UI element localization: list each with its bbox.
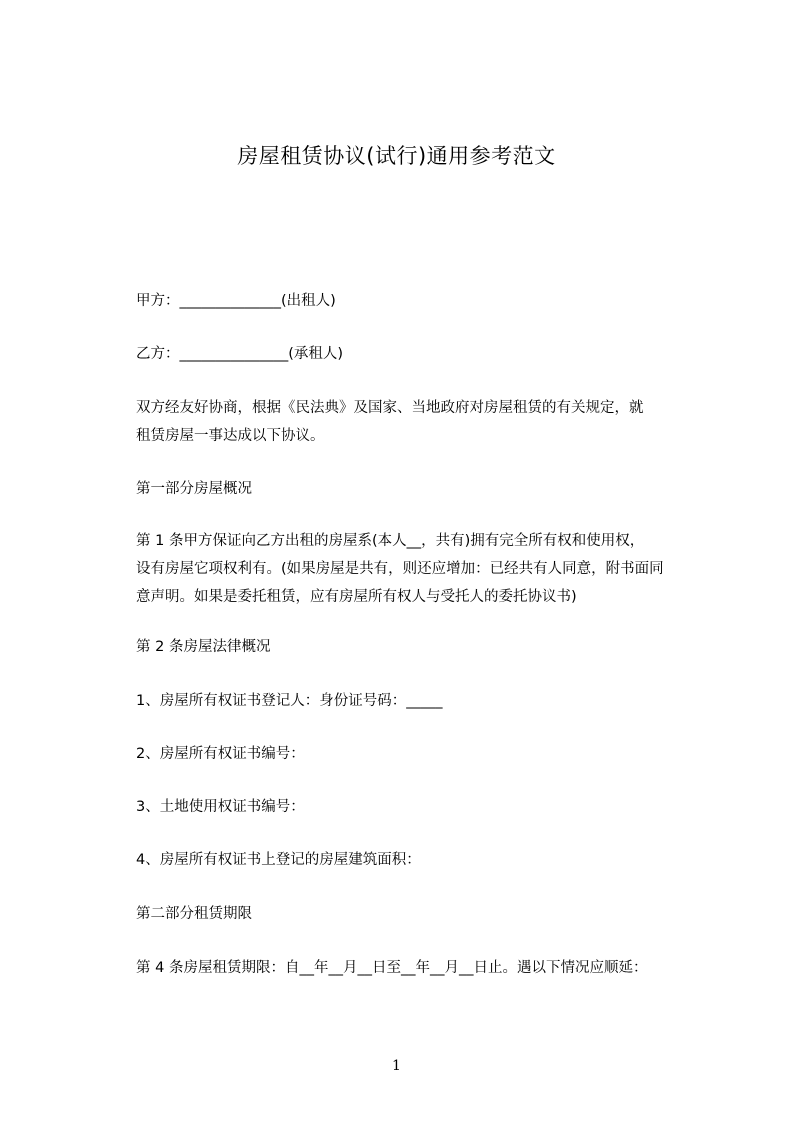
item-3: 3、土地使用权证书编号：	[136, 799, 305, 815]
item-4: 4、房屋所有权证书上登记的房屋建筑面积：	[136, 852, 421, 868]
section-1-heading: 第一部分房屋概况	[136, 481, 252, 497]
item-2: 2、房屋所有权证书编号：	[136, 746, 305, 762]
article-1-line-2: 设有房屋它项权利有。(如果房屋是共有，则还应增加：已经共有人同意，附书面同	[136, 561, 664, 577]
article-1-line-3: 意声明。如果是委托租赁，应有房屋所有权人与受托人的委托协议书)	[136, 589, 577, 605]
article-1-paragraph	[136, 527, 706, 611]
page-number: 1	[392, 1058, 401, 1074]
intro-line-1: 双方经友好协商，根据《民法典》及国家、当地政府对房屋租赁的有关规定，就	[136, 400, 644, 416]
article-2-heading: 第 2 条房屋法律概况	[136, 639, 271, 655]
section-2-heading: 第二部分租赁期限	[136, 906, 252, 922]
item-1: 1、房屋所有权证书登记人：身份证号码：_____	[136, 693, 443, 709]
party-b-line: 乙方：_______________(承租人)	[136, 346, 344, 362]
intro-paragraph	[136, 394, 706, 450]
intro-line-2: 租赁房屋一事达成以下协议。	[136, 428, 325, 444]
article-1-line-1: 第 1 条甲方保证向乙方出租的房屋系(本人__，共有)拥有完全所有权和使用权，	[136, 533, 645, 549]
page-title: 房屋租赁协议(试行)通用参考范文	[237, 144, 556, 168]
article-4-line: 第 4 条房屋租赁期限：自__年__月__日至__年__月__日止。遇以下情况应顺延：	[136, 960, 648, 976]
party-a-line: 甲方：______________(出租人)	[136, 293, 336, 309]
